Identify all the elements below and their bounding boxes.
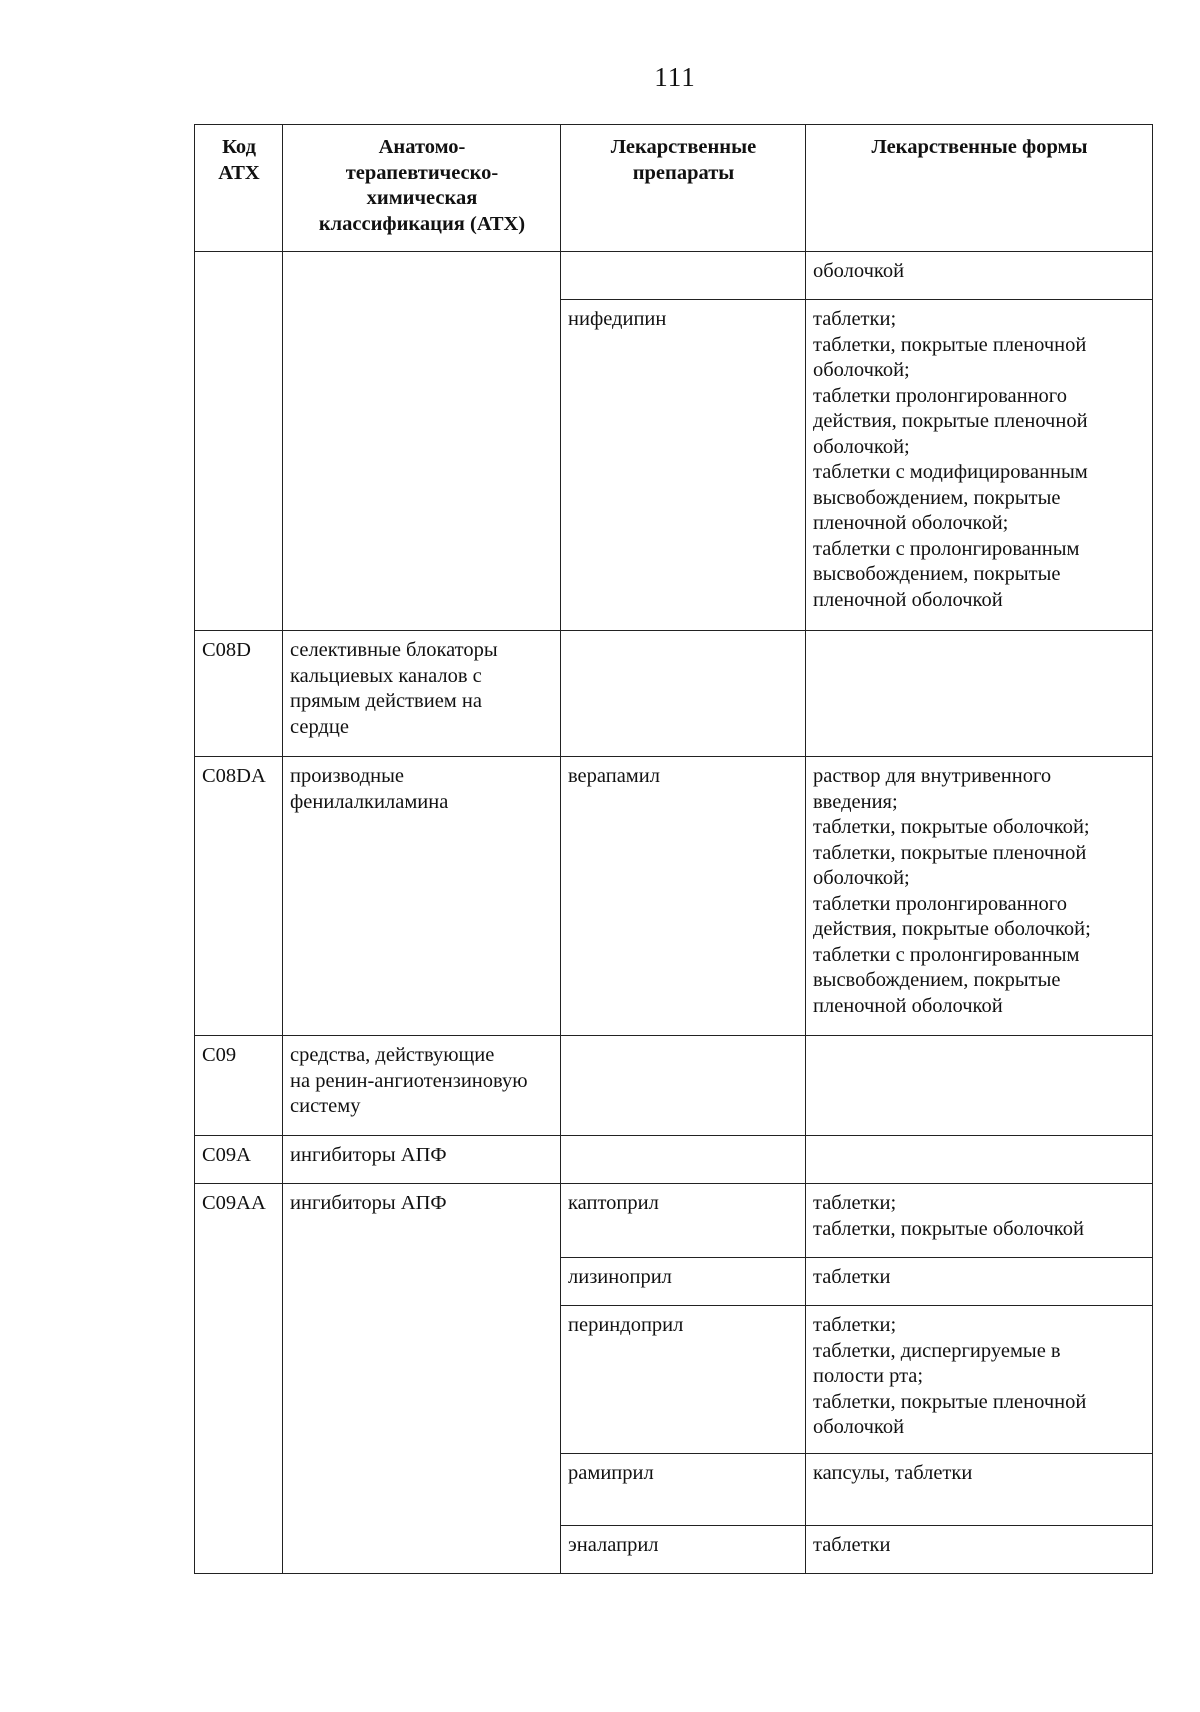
cell-classification-empty xyxy=(283,252,561,631)
cell-drug: каптоприл xyxy=(561,1184,806,1258)
cell-classification: средства, действующие на ренин-ангиотензиновую систему xyxy=(283,1036,561,1136)
table-row xyxy=(195,252,1153,300)
table-row xyxy=(195,1184,1153,1258)
cell-drug: верапамил xyxy=(561,757,806,1036)
atx-table xyxy=(194,124,1153,1574)
cell-drug-empty xyxy=(561,631,806,757)
cell-forms: таблетки; таблетки, покрытые оболочкой xyxy=(806,1184,1153,1258)
table-row xyxy=(195,757,1153,1036)
cell-forms: таблетки; таблетки, покрытые пленочной оболочкой; таблетки пролонгированного действия, покрытые пленочной оболочкой; таблетки с модифицированным высвобождением, покрытые пленочной оболочкой; таблетки с пролонгированным высвобождением, покрытые пленочной оболочкой xyxy=(806,300,1153,631)
cell-forms: капсулы, таблетки xyxy=(806,1454,1153,1526)
cell-classification: ингибиторы АПФ xyxy=(283,1184,561,1574)
cell-drug: нифедипин xyxy=(561,300,806,631)
cell-drug: периндоприл xyxy=(561,1306,806,1454)
header-drugs: Лекарственные препараты xyxy=(561,125,806,252)
cell-forms: оболочкой xyxy=(806,252,1153,300)
table-row xyxy=(195,1136,1153,1184)
cell-classification: ингибиторы АПФ xyxy=(283,1136,561,1184)
cell-drug: лизиноприл xyxy=(561,1258,806,1306)
cell-forms: таблетки; таблетки, диспергируемые в полости рта; таблетки, покрытые пленочной оболочкой xyxy=(806,1306,1153,1454)
table-row xyxy=(195,1036,1153,1136)
cell-forms-empty xyxy=(806,1036,1153,1136)
cell-code-empty xyxy=(195,252,283,631)
cell-code: C09A xyxy=(195,1136,283,1184)
cell-drug-empty xyxy=(561,1136,806,1184)
cell-forms-empty xyxy=(806,1136,1153,1184)
table-header-row xyxy=(195,125,1153,252)
cell-code: C08D xyxy=(195,631,283,757)
cell-drug-empty xyxy=(561,252,806,300)
header-forms: Лекарственные формы xyxy=(806,125,1153,252)
cell-classification: селективные блокаторы кальциевых каналов с прямым действием на сердце xyxy=(283,631,561,757)
cell-drug-empty xyxy=(561,1036,806,1136)
table-row xyxy=(195,631,1153,757)
cell-classification: производные фенилалкиламина xyxy=(283,757,561,1036)
cell-forms: раствор для внутривенного введения; таблетки, покрытые оболочкой; таблетки, покрытые пленочной оболочкой; таблетки пролонгированного действия, покрытые оболочкой; таблетки с пролонгированным высвобождением, покрытые пленочной оболочкой xyxy=(806,757,1153,1036)
cell-code: C08DA xyxy=(195,757,283,1036)
cell-drug: рамиприл xyxy=(561,1454,806,1526)
header-code: Код АТХ xyxy=(195,125,283,252)
header-classification: Анатомо- терапевтическо- химическая классификация (АТХ) xyxy=(283,125,561,252)
cell-forms: таблетки xyxy=(806,1258,1153,1306)
cell-forms: таблетки xyxy=(806,1526,1153,1574)
page-number: 111 xyxy=(654,62,696,92)
cell-code: C09AA xyxy=(195,1184,283,1574)
cell-drug: эналаприл xyxy=(561,1526,806,1574)
cell-code: C09 xyxy=(195,1036,283,1136)
cell-forms-empty xyxy=(806,631,1153,757)
